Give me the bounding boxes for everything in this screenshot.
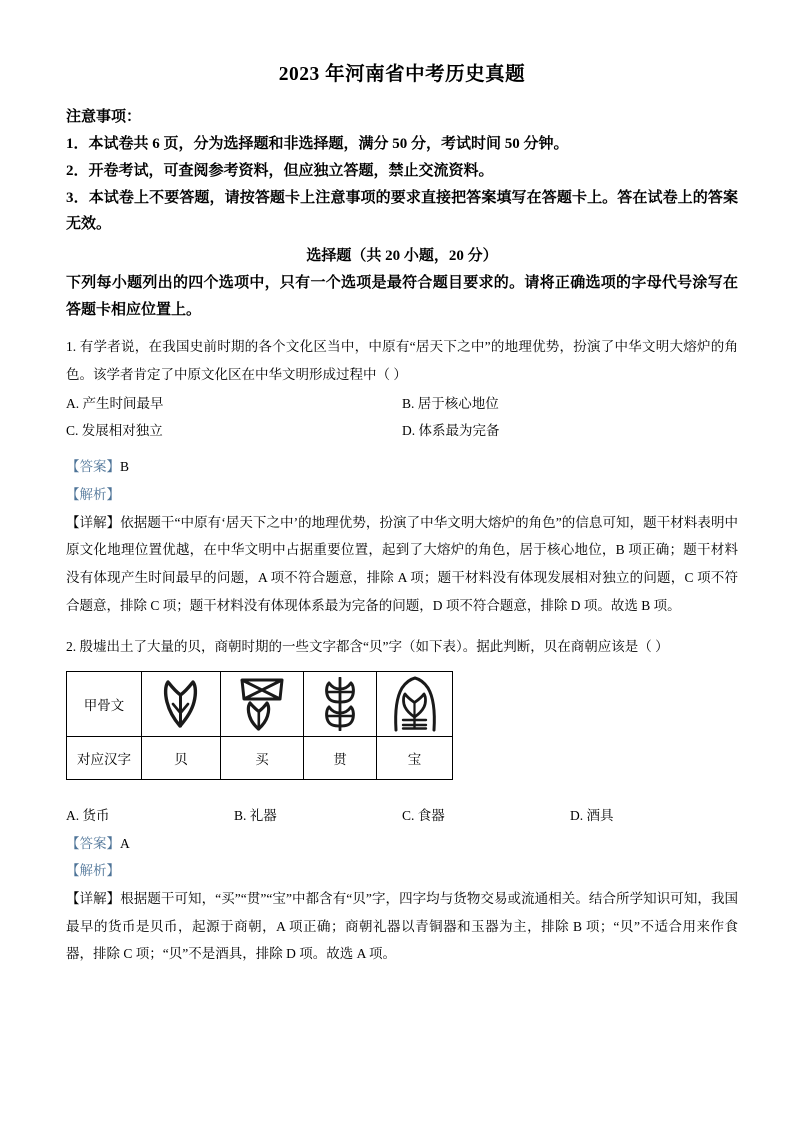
answer-value: A (120, 835, 130, 851)
spacer (66, 662, 738, 671)
oracle-guan-string-icon (305, 675, 375, 733)
oracle-bei-shell-icon (143, 675, 219, 733)
spacer (66, 619, 738, 633)
hanzi-cell-3: 贯 (304, 736, 377, 779)
notice-item-1: 1．本试卷共 6 页，分为选择题和非选择题，满分 50 分，考试时间 50 分钟。 (66, 136, 569, 153)
analysis-label: 【解析】 (66, 863, 120, 879)
row-label-hanzi: 对应汉字 (67, 736, 142, 779)
oracle-mai-buy-icon (222, 675, 302, 733)
question-1-options-row-1 (66, 390, 738, 418)
question-2-option-a[interactable]: A. 货币 (66, 807, 110, 823)
spacer (66, 445, 738, 453)
notice-heading: 注意事项： (66, 109, 142, 126)
question-1-detail (66, 509, 738, 620)
answer-label: 【答案】 (66, 835, 120, 851)
detail-label: 【详解】 (66, 514, 121, 530)
hanzi-cell-1: 贝 (142, 736, 221, 779)
page-title: 2023 年河南省中考历史真题 (278, 64, 526, 85)
question-1-analysis-line (66, 481, 738, 509)
oracle-glyph-cell-2 (221, 671, 304, 736)
spacer (66, 780, 738, 802)
question-1-option-d[interactable]: D. 体系最为完备 (402, 423, 500, 439)
question-1-option-c[interactable]: C. 发展相对独立 (66, 423, 163, 439)
detail-text: 根据题干可知，“买”“贯”“宝”中都含有“贝”字，四字均与货物交易或流通相关。结合所学知识可知，我国最早的货币是贝币，起源于商朝，A 项正确；商朝礼器以青铜器和玉器为主，排除 B 项；“贝”不适合用来作食器，排除 C 项；“贝”不是酒具，排除 D 项。故选 A 项。 (66, 890, 739, 962)
answer-label: 【答案】 (66, 459, 120, 475)
question-2-option-d[interactable]: D. 酒具 (570, 807, 614, 823)
question-1-options-row-2 (66, 417, 738, 445)
oracle-bao-treasure-icon (378, 675, 451, 733)
question-2-stem: 2. 殷墟出土了大量的贝，商朝时期的一些文字都含“贝”字（如下表）。据此判断，贝在商朝应该是（ ） (66, 639, 669, 655)
question-1-answer-line (66, 453, 738, 481)
section-instruction: 下列每小题列出的四个选项中，只有一个选项是最符合题目要求的。请将正确选项的字母代号涂写在答题卡相应位置上。 (66, 275, 738, 318)
question-2-option-b[interactable]: B. 礼器 (234, 807, 277, 823)
question-2-detail (66, 885, 738, 968)
analysis-label: 【解析】 (66, 486, 120, 502)
table-row-oracle (67, 671, 453, 736)
oracle-glyph-cell-1 (142, 671, 221, 736)
section-heading: 选择题（共 20 小题，20 分） (306, 248, 498, 265)
oracle-glyph-cell-3 (304, 671, 377, 736)
row-label-oracle: 甲骨文 (67, 671, 142, 736)
notice-item-2: 2．开卷考试，可查阅参考资料，但应独立答题，禁止交流资料。 (66, 163, 494, 180)
answer-value: B (120, 459, 130, 475)
question-1-option-b[interactable]: B. 居于核心地位 (402, 395, 499, 411)
table-row-hanzi (67, 736, 453, 779)
hanzi-cell-4: 宝 (377, 736, 453, 779)
detail-label: 【详解】 (66, 890, 121, 906)
notice-item-3: 3．本试卷上不要答题，请按答题卡上注意事项的要求直接把答案填写在答题卡上。答在试卷上的答案无效。 (66, 189, 738, 233)
question-2-option-c[interactable]: C. 食器 (402, 807, 445, 823)
question-2-options-row (66, 802, 738, 830)
question-1-stem: 1. 有学者说，在我国史前时期的各个文化区当中，中原有“居天下之中”的地理优势，扮演了中华文明大熔炉的角色。该学者肯定了中原文化区在中华文明形成过程中（ ） (66, 339, 738, 383)
question-2-analysis-line (66, 857, 738, 885)
question-2-answer-line (66, 830, 738, 858)
question-1-option-a[interactable]: A. 产生时间最早 (66, 395, 164, 411)
hanzi-cell-2: 买 (221, 736, 304, 779)
oracle-glyph-cell-4 (377, 671, 453, 736)
detail-text: 依据题干“中原有‘居天下之中’的地理优势，扮演了中华文明大熔炉的角色”的信息可知，题干材料表明中原文化地理位置优越，在中华文明中占据重要位置，起到了大熔炉的角色，居于核心地位，B 项正确；题干材料没有体现产生时间最早的问题，A 项不符合题意，排除 A 项；题干材料没有体现发展相对独立的问题，C 项不符合题意，排除 C 项；题干材料没有体现体系最为完备的问题，D 项不符合题意，排除 D 项。故选 B 项。 (66, 514, 739, 613)
oracle-bone-table (66, 671, 453, 780)
